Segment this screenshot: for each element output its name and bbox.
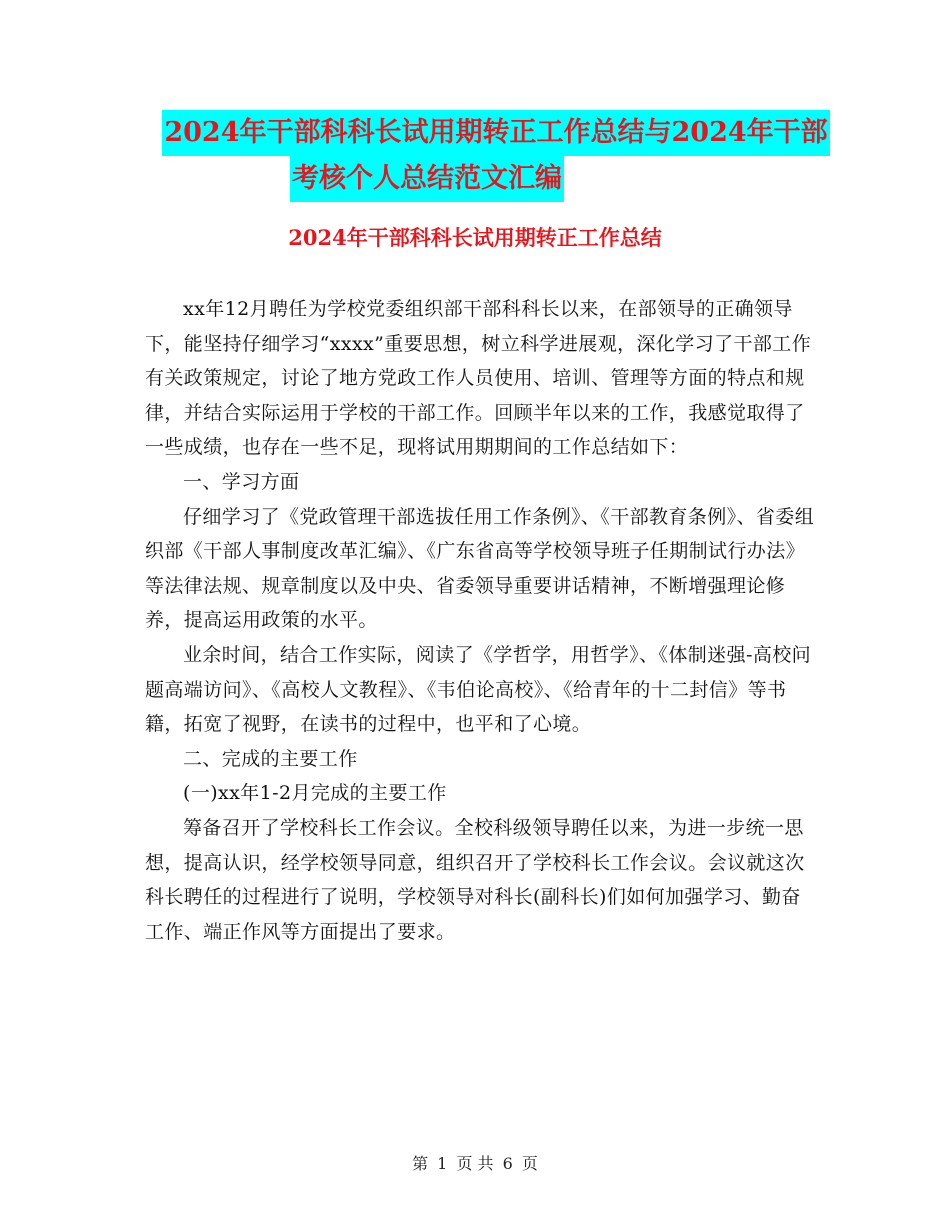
footer-mid: 页 共 [456,1154,494,1173]
paragraph-meeting: 筹备召开了学校科长工作会议。全校科级领导聘任以来，为进一步统一思想，提高认识，经学校领导同意，组织召开了学校科长工作会议。会议就这次科长聘任的过程进行了说明，学校领导对科长(副科长)们如何加强学习、勤奋工作、端正作风等方面提出了要求。 [145,816,805,943]
paragraph-intro: xx年12月聘任为学校党委组织部干部科科长以来，在部领导的正确领导下，能坚持仔细学习“xxxx”重要思想，树立科学进展观，深化学习了干部工作有关政策规定，讨论了地方党政工作人员使用、培训、管理等方面的特点和规律，并结合实际运用于学校的干部工作。回顾半年以来的工作，我感觉取得了一些成绩，也存在一些不足，现将试用期期间的工作总结如下： [145,298,812,459]
document-title [0,110,950,202]
footer-prefix: 第 [412,1154,429,1173]
paragraph-reading: 业余时间，结合工作实际，阅读了《学哲学，用哲学》、《体制迷强-高校问题高端访问》、《高校人文教程》、《韦伯论高校》、《给青年的十二封信》等书籍，拓宽了视野，在读书的过程中，也平和了心境。 [145,643,812,736]
page-number-footer [0,1152,950,1176]
heading-study: 一、学习方面 [183,470,300,493]
footer-page-number: 1 [437,1154,448,1173]
document-title-line-1: 2024年干部科科长试用期转正工作总结与2024年干部 [162,110,829,156]
subheading-jan-feb: (一)xx年1-2月完成的主要工作 [183,782,447,805]
section-title: 2024年干部科科长试用期转正工作总结 [288,225,662,250]
footer-page-total: 6 [502,1154,513,1173]
heading-main-work: 二、完成的主要工作 [183,747,358,770]
paragraph-study: 仔细学习了《党政管理干部选拔任用工作条例》、《干部教育条例》、省委组织部《干部人事制度改革汇编》、《广东省高等学校领导班子任期制试行办法》等法律法规、规章制度以及中央、省委领导重要讲话精神，不断增强理论修养，提高运用政策的水平。 [145,505,815,632]
footer-suffix: 页 [521,1154,538,1173]
document-body [145,292,815,949]
document-title-line-2: 考核个人总结范文汇编 [290,156,564,202]
